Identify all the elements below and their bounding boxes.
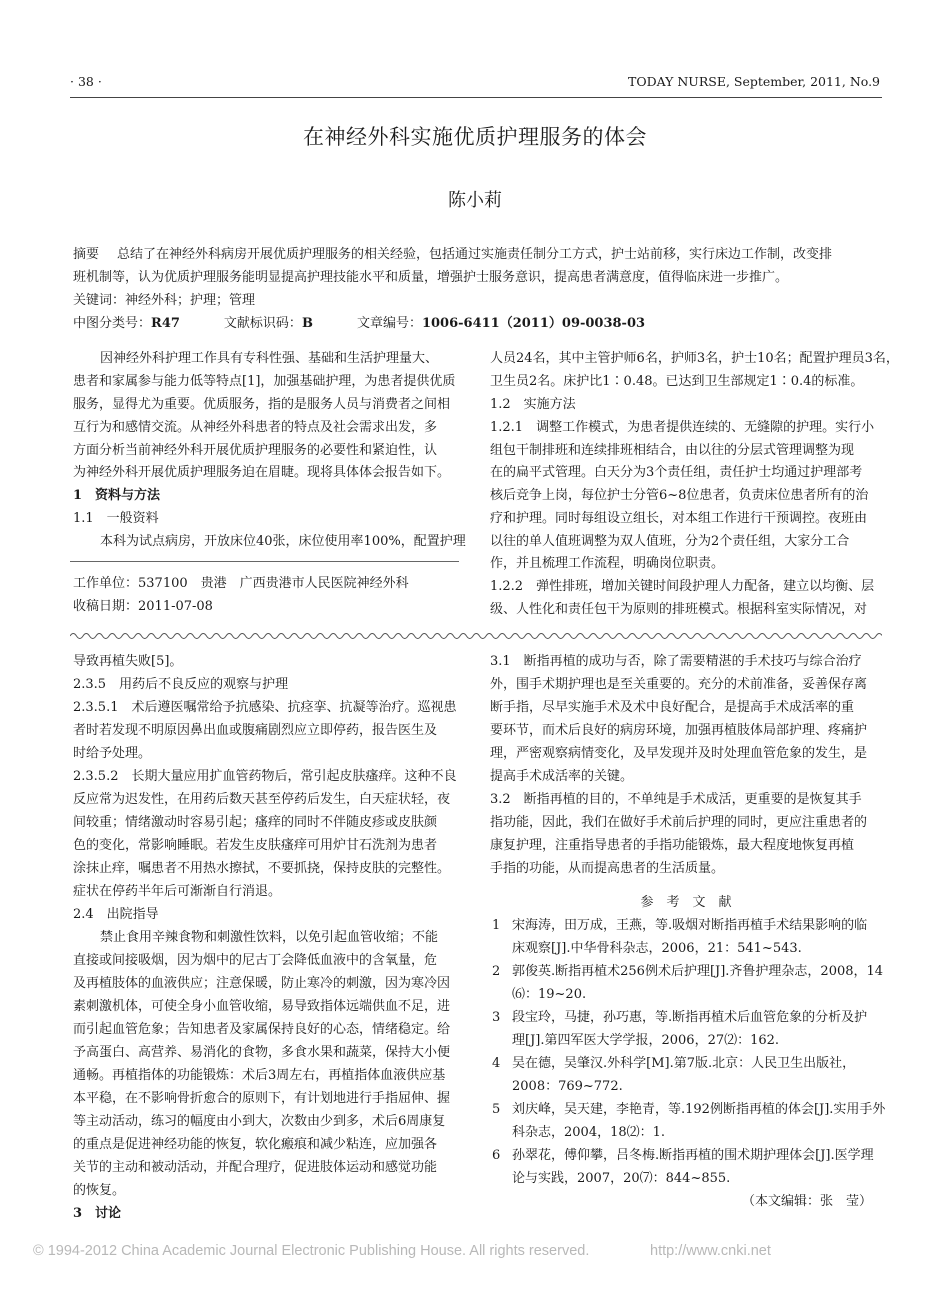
reference-line: 2008：769~772.	[512, 1079, 623, 1094]
editor-note: （本文编辑：张 莹）	[741, 1194, 872, 1209]
body-line: 以往的单人值班调整为双人值班，分为2个责任组，大家分工合	[490, 534, 850, 549]
abstract-line: 总结了在神经外科病房开展优质护理服务的相关经验，包括通过实施责任制分工方式，护士站前移，实行床边工作制，改变排	[117, 247, 833, 262]
header-rule	[70, 97, 882, 98]
copyright-footer	[33, 1243, 589, 1259]
reference-line: 段宝玲，马捷，孙巧惠，等.断指再植术后血管危象的分析及护	[512, 1010, 868, 1025]
wavy-separator	[70, 630, 882, 642]
body-line: 1.2.2 弹性排班，增加关键时间段护理人力配备，建立以均衡、层	[490, 579, 875, 594]
subsection-heading: 1.2 实施方法	[490, 397, 576, 412]
body-line: 涂抹止痒，嘱患者不用热水擦拭，不要抓挠，保持皮肤的完整性。	[73, 861, 451, 876]
copyright-text: © 1994-2012 China Academic Journal Electronic Publishing House. All rights reserved.	[33, 1243, 590, 1259]
keywords: 关键词：神经外科；护理；管理	[73, 293, 256, 308]
subsection-heading: 2.4 出院指导	[73, 907, 159, 922]
subsection-heading: 1.1 一般资料	[73, 511, 159, 526]
reference-line: 床观察[J].中华骨科杂志，2006，21：541~543.	[512, 941, 802, 956]
section-heading: 3 讨论	[73, 1206, 122, 1221]
body-line: 反应常为迟发性，在用药后数天甚至停药后发生，白天症状轻，夜	[73, 792, 451, 807]
body-line: 予高蛋白、高营养、易消化的食物，多食水果和蔬菜，保持大小便	[73, 1045, 451, 1060]
body-line: 症状在停药半年后可渐渐自行消退。	[73, 884, 282, 899]
reference-line: 孙翠花，傅仰攀，吕冬梅.断指再植的围术期护理体会[J].医学理	[512, 1148, 874, 1163]
body-line: 而引起血管危象；告知患者及家属保持良好的心态，情绪稳定。给	[73, 1022, 451, 1037]
body-line: 的重点是促进神经功能的恢复，软化瘢痕和减少粘连，应加强各	[73, 1137, 438, 1152]
reference-line: 刘庆峰，吴天建，李艳青，等.192例断指再植的体会[J].实用手外	[512, 1102, 886, 1117]
body-line: 禁止食用辛辣食物和刺激性饮料，以免引起血管收缩；不能	[100, 930, 439, 945]
body-line: 因神经外科护理工作具有专科性强、基础和生活护理量大、	[100, 351, 439, 366]
doc-code-value: B	[301, 316, 313, 331]
body-line: 断手指，尽早实施手术及术中良好配合，是提高手术成活率的重	[490, 700, 855, 715]
reference-number: 4	[492, 1056, 501, 1071]
body-line: 2.3.5.2 长期大量应用扩血管药物后，常引起皮肤瘙痒。这种不良	[73, 769, 457, 784]
body-line: 本平稳，在不影响骨折愈合的原则下，有计划地进行手指屈伸、握	[73, 1091, 451, 1106]
page-number: · 38 ·	[70, 74, 102, 89]
body-line: 为神经外科开展优质护理服务迫在眉睫。现将具体体会报告如下。	[73, 465, 451, 480]
received-date: 收稿日期：2011-07-08	[73, 599, 213, 614]
body-line: 色的变化，常影响睡眠。若发生皮肤瘙痒可用炉甘石洗剂为患者	[73, 838, 438, 853]
body-line: 者时若发现不明原因鼻出血或腹痛剧烈应立即停药，报告医生及	[73, 723, 438, 738]
reference-number: 6	[492, 1148, 501, 1163]
footnote-rule	[70, 561, 459, 562]
abstract-label: 摘要	[73, 247, 100, 262]
body-line: 指功能，因此，我们在做好手术前后护理的同时，更应注重患者的	[490, 815, 868, 830]
subsection-heading: 2.3.5 用药后不良反应的观察与护理	[73, 677, 289, 692]
affiliation: 工作单位：537100 贵港 广西贵港市人民医院神经外科	[73, 576, 409, 591]
body-line: 理，严密观察病情变化，及早发现并及时处理血管危象的发生，是	[490, 746, 868, 761]
body-line: 直接或间接吸烟，因为烟中的尼古丁会降低血液中的含氧量，危	[73, 953, 438, 968]
article-number-label: 文章编号：	[356, 316, 422, 331]
body-line: 作，并且梳理工作流程，明确岗位职责。	[490, 556, 725, 571]
body-line: 1.2.1 调整工作模式，为患者提供连续的、无缝隙的护理。实行小	[490, 420, 875, 435]
body-line: 等主动活动，练习的幅度由小到大，次数由少到多，术后6周康复	[73, 1114, 446, 1129]
cnki-url[interactable]: http://www.cnki.net	[650, 1243, 771, 1259]
reference-number: 5	[492, 1102, 501, 1117]
body-line: 3.1 断指再植的成功与否，除了需要精湛的手术技巧与综合治疗	[490, 654, 862, 669]
section-heading: 1 资料与方法	[73, 488, 161, 503]
reference-line: 科杂志，2004，18⑵：1.	[512, 1125, 666, 1140]
body-line: 人员24名，其中主管护师6名，护师3名，护士10名；配置护理员3名，	[490, 351, 899, 366]
body-line: 通畅。再植指体的功能锻炼：术后3周左右，再植指体血液供应基	[73, 1068, 446, 1083]
body-line: 在的扁平式管理。白天分为3个责任组，责任护士均通过护理部考	[490, 465, 863, 480]
body-line: 方面分析当前神经外科开展优质护理服务的必要性和紧迫性，认	[73, 443, 438, 458]
classification-row	[73, 313, 645, 335]
clc-value: R47	[151, 316, 180, 331]
reference-line: 论与实践，2007，20⑺：844~855.	[512, 1171, 731, 1186]
article-title: 在神经外科实施优质护理服务的体会	[303, 125, 647, 149]
body-line: 2.3.5.1 术后遵医嘱常给予抗感染、抗痉挛、抗凝等治疗。巡视患	[73, 700, 457, 715]
body-line: 本科为试点病房，开放床位40张，床位使用率100%，配置护理	[100, 534, 466, 549]
body-line: 间较重；情绪激动时容易引起；瘙痒的同时不伴随皮疹或皮肤颜	[73, 815, 438, 830]
reference-number: 3	[492, 1010, 501, 1025]
reference-line: ⑹：19~20.	[512, 987, 587, 1002]
body-line: 核后竞争上岗，每位护士分管6~8位患者，负责床位患者所有的治	[490, 488, 869, 503]
body-line: 服务，显得尤为重要。优质服务，指的是服务人员与消费者之间相	[73, 397, 451, 412]
body-line: 3.2 断指再植的目的，不单纯是手术成活，更重要的是恢复其手	[490, 792, 862, 807]
body-line: 外，围手术期护理也是至关重要的。充分的术前准备，妥善保存离	[490, 677, 868, 692]
body-line: 组包干制排班和连续排班相结合，由以往的分层式管理调整为现	[490, 443, 855, 458]
article-number-value: 1006-6411（2011）09-0038-03	[421, 316, 646, 331]
clc-label: 中图分类号：	[73, 316, 152, 331]
body-line: 导致再植失败[5]。	[73, 654, 183, 669]
journal-issue: TODAY NURSE, September, 2011, No.9	[628, 74, 880, 89]
body-line: 提高手术成活率的关键。	[490, 769, 634, 784]
body-line: 要环节，而术后良好的病房环境，加强再植肢体局部护理、疼痛护	[490, 723, 868, 738]
body-line: 及再植肢体的血液供应；注意保暖，防止寒冷的刺激，因为寒冷因	[73, 976, 451, 991]
doc-code-label: 文献标识码：	[223, 316, 302, 331]
body-line: 患者和家属参与能力低等特点[1]，加强基础护理，为患者提供优质	[73, 374, 456, 389]
body-line: 疗和护理。同时每组设立组长，对本组工作进行干预调控。夜班由	[490, 511, 868, 526]
reference-line: 宋海涛，田万成，王燕，等.吸烟对断指再植手术结果影响的临	[512, 918, 868, 933]
body-line: 卫生员2名。床护比1∶0.48。已达到卫生部规定1∶0.4的标准。	[490, 374, 864, 389]
body-line: 的恢复。	[73, 1183, 126, 1198]
article-author: 陈小莉	[448, 190, 502, 211]
reference-line: 郭俊英.断指再植术256例术后护理[J].齐鲁护理杂志，2008，14	[512, 964, 884, 979]
reference-number: 1	[492, 918, 501, 933]
body-line: 康复护理，注重指导患者的手指功能锻炼，最大程度地恢复再植	[490, 838, 855, 853]
reference-line: 理[J].第四军医大学学报，2006，27⑵：162.	[512, 1033, 780, 1048]
body-line: 级、人性化和责任包干为原则的排班模式。根据科室实际情况，对	[490, 602, 868, 617]
reference-line: 吴在德，吴肇汉.外科学[M].第7版.北京：人民卫生出版社，	[512, 1056, 856, 1071]
body-line: 互行为和感情交流。从神经外科患者的特点及社会需求出发，多	[73, 420, 438, 435]
abstract-line: 班机制等，认为优质护理服务能明显提高护理技能水平和质量，增强护士服务意识，提高患者满意度，值得临床进一步推广。	[73, 270, 789, 285]
cnki-link[interactable]	[650, 1243, 771, 1259]
reference-number: 2	[492, 964, 501, 979]
body-line: 手指的功能，从而提高患者的生活质量。	[490, 861, 725, 876]
body-line: 素刺激机体，可使全身小血管收缩，易导致指体远端供血不足，进	[73, 999, 451, 1014]
references-heading: 参 考 文 献	[640, 895, 732, 910]
body-line: 时给予处理。	[73, 746, 152, 761]
body-line: 关节的主动和被动活动，并配合理疗，促进肢体运动和感觉功能	[73, 1160, 438, 1175]
